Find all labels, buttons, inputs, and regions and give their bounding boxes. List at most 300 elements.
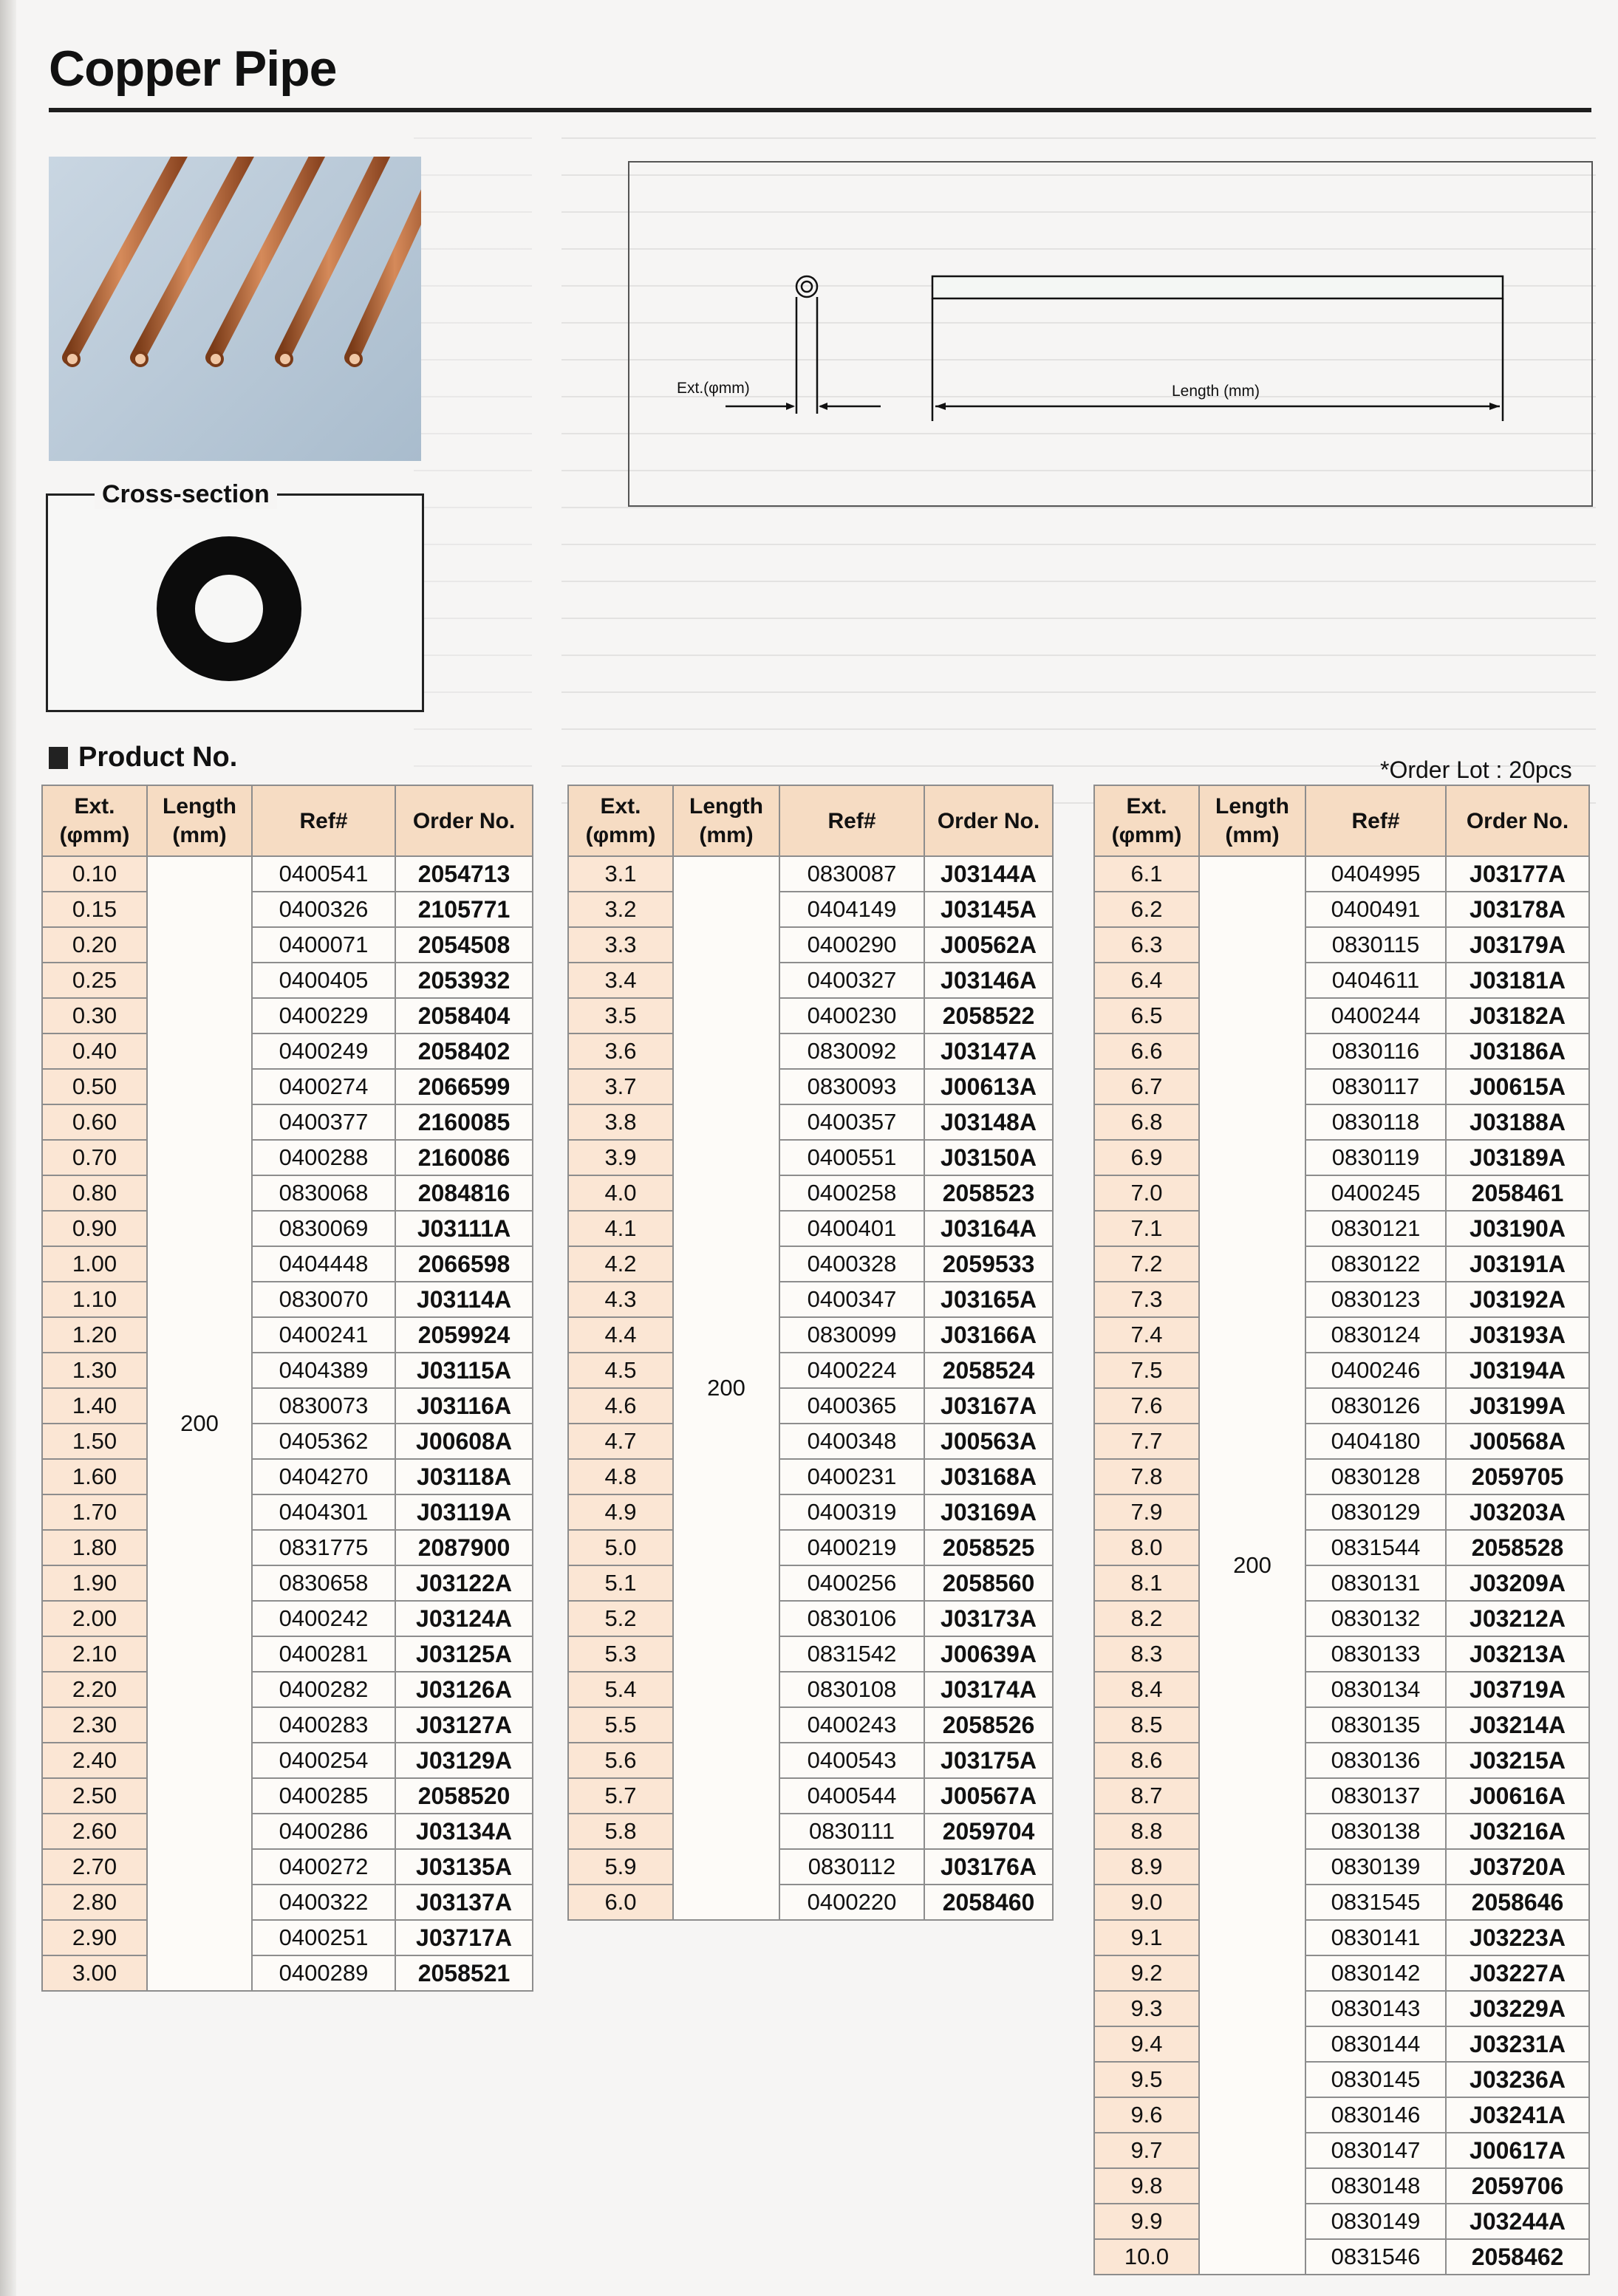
table-row bbox=[42, 1849, 533, 1885]
ext-cell: 0.30 bbox=[42, 998, 147, 1033]
order-number-cell: J03244A bbox=[1446, 2204, 1589, 2239]
ref-cell: 0400327 bbox=[779, 963, 924, 998]
order-number-cell: J03215A bbox=[1446, 1743, 1589, 1778]
order-number-cell: 2058523 bbox=[924, 1175, 1053, 1211]
ref-cell: 0400543 bbox=[779, 1743, 924, 1778]
ref-cell: 0830111 bbox=[779, 1814, 924, 1849]
ref-cell: 0400290 bbox=[779, 927, 924, 963]
ext-cell: 8.6 bbox=[1094, 1743, 1199, 1778]
table-row bbox=[1094, 2204, 1589, 2239]
order-number-cell: J03168A bbox=[924, 1459, 1053, 1494]
ext-cell: 7.9 bbox=[1094, 1494, 1199, 1530]
length-header-line: Length bbox=[1215, 794, 1289, 819]
order-number-cell: J00608A bbox=[395, 1424, 533, 1459]
ref-cell: 0400272 bbox=[252, 1849, 395, 1885]
ext-cell: 1.40 bbox=[42, 1388, 147, 1424]
ref-cell: 0830149 bbox=[1305, 2204, 1446, 2239]
ref-cell: 0400230 bbox=[779, 998, 924, 1033]
length-header-line: Length bbox=[689, 794, 763, 819]
ext-cell: 0.25 bbox=[42, 963, 147, 998]
length-column-header bbox=[1199, 785, 1305, 856]
order-number-cell: J03229A bbox=[1446, 1991, 1589, 2026]
product-table-2 bbox=[567, 785, 1054, 1921]
ref-cell: 0400071 bbox=[252, 927, 395, 963]
ref-cell: 0830148 bbox=[1305, 2168, 1446, 2204]
order-number-cell: J03166A bbox=[924, 1317, 1053, 1353]
order-number-cell: J00639A bbox=[924, 1636, 1053, 1672]
table-row bbox=[42, 1920, 533, 1955]
ext-cell: 9.3 bbox=[1094, 1991, 1199, 2026]
order-number-cell: J03127A bbox=[395, 1707, 533, 1743]
table-row bbox=[1094, 927, 1589, 963]
ref-cell: 0400244 bbox=[1305, 998, 1446, 1033]
copper-pipe-photo bbox=[49, 157, 421, 461]
ref-cell: 0830106 bbox=[779, 1601, 924, 1636]
order-number-cell: J00613A bbox=[924, 1069, 1053, 1104]
ext-cell: 6.5 bbox=[1094, 998, 1199, 1033]
ref-cell: 0831546 bbox=[1305, 2239, 1446, 2275]
table-row bbox=[568, 1317, 1053, 1353]
ref-cell: 0400357 bbox=[779, 1104, 924, 1140]
ext-cell: 9.1 bbox=[1094, 1920, 1199, 1955]
ext-header bbox=[60, 794, 130, 847]
order-number-cell: J03124A bbox=[395, 1601, 533, 1636]
ext-cell: 6.8 bbox=[1094, 1104, 1199, 1140]
ref-cell: 0400286 bbox=[252, 1814, 395, 1849]
ref-cell: 0830121 bbox=[1305, 1211, 1446, 1246]
ref-column-header: Ref# bbox=[1305, 785, 1446, 856]
ext-cell: 6.2 bbox=[1094, 892, 1199, 927]
order-number-cell: J03137A bbox=[395, 1885, 533, 1920]
ext-cell: 9.8 bbox=[1094, 2168, 1199, 2204]
table-row bbox=[568, 1601, 1053, 1636]
ref-cell: 0830143 bbox=[1305, 1991, 1446, 2026]
order-number-cell: 2058404 bbox=[395, 998, 533, 1033]
order-number-cell: 2058522 bbox=[924, 998, 1053, 1033]
table-row bbox=[1094, 1778, 1589, 1814]
table-row bbox=[568, 1707, 1053, 1743]
ext-cell: 0.90 bbox=[42, 1211, 147, 1246]
length-header bbox=[689, 794, 763, 847]
ext-cell: 0.70 bbox=[42, 1140, 147, 1175]
ref-cell: 0400283 bbox=[252, 1707, 395, 1743]
length-dimension-label: Length (mm) bbox=[1172, 383, 1260, 400]
order-number-cell: 2084816 bbox=[395, 1175, 533, 1211]
ref-cell: 0831775 bbox=[252, 1530, 395, 1565]
table-row bbox=[42, 1175, 533, 1211]
table-row bbox=[42, 1636, 533, 1672]
order-number-cell: J00567A bbox=[924, 1778, 1053, 1814]
table-row bbox=[568, 1033, 1053, 1069]
ref-cell: 0400285 bbox=[252, 1778, 395, 1814]
ext-cell: 7.0 bbox=[1094, 1175, 1199, 1211]
ext-cell: 9.6 bbox=[1094, 2097, 1199, 2133]
ext-header-line: Ext. bbox=[600, 794, 641, 819]
table-row bbox=[42, 1282, 533, 1317]
table-row bbox=[42, 1955, 533, 1991]
order-number-cell: J03174A bbox=[924, 1672, 1053, 1707]
ext-cell: 0.20 bbox=[42, 927, 147, 963]
ref-cell: 0830099 bbox=[779, 1317, 924, 1353]
table-row bbox=[568, 1565, 1053, 1601]
ext-cell: 5.4 bbox=[568, 1672, 673, 1707]
order-number-cell: 2058560 bbox=[924, 1565, 1053, 1601]
ref-cell: 0400246 bbox=[1305, 1353, 1446, 1388]
table-row bbox=[42, 1672, 533, 1707]
order-number-cell: J03165A bbox=[924, 1282, 1053, 1317]
table-row bbox=[1094, 1317, 1589, 1353]
ext-cell: 2.40 bbox=[42, 1743, 147, 1778]
order-number-cell: J03125A bbox=[395, 1636, 533, 1672]
ext-header bbox=[586, 794, 656, 847]
table-row bbox=[1094, 2133, 1589, 2168]
table-row bbox=[42, 1246, 533, 1282]
ext-cell: 3.4 bbox=[568, 963, 673, 998]
table-row bbox=[1094, 892, 1589, 927]
order-number-cell: J03194A bbox=[1446, 1353, 1589, 1388]
ext-cell: 6.9 bbox=[1094, 1140, 1199, 1175]
table-row bbox=[42, 963, 533, 998]
table-row bbox=[1094, 1707, 1589, 1743]
table-row bbox=[42, 1778, 533, 1814]
table-row bbox=[42, 1104, 533, 1140]
table-row bbox=[568, 1530, 1053, 1565]
ref-cell: 0400405 bbox=[252, 963, 395, 998]
order-number-cell: J00568A bbox=[1446, 1424, 1589, 1459]
ref-cell: 0831542 bbox=[779, 1636, 924, 1672]
ref-cell: 0830131 bbox=[1305, 1565, 1446, 1601]
ext-cell: 7.4 bbox=[1094, 1317, 1199, 1353]
ext-cell: 6.6 bbox=[1094, 1033, 1199, 1069]
order-number-cell: J03148A bbox=[924, 1104, 1053, 1140]
table-row bbox=[1094, 1636, 1589, 1672]
ext-cell: 9.5 bbox=[1094, 2062, 1199, 2097]
order-number-cell: J03209A bbox=[1446, 1565, 1589, 1601]
ext-cell: 8.9 bbox=[1094, 1849, 1199, 1885]
order-number-cell: J03216A bbox=[1446, 1814, 1589, 1849]
table-row bbox=[568, 1885, 1053, 1920]
length-header-unit: (mm) bbox=[699, 823, 754, 847]
ref-cell: 0830138 bbox=[1305, 1814, 1446, 1849]
ext-cell: 9.4 bbox=[1094, 2026, 1199, 2062]
ref-cell: 0830068 bbox=[252, 1175, 395, 1211]
order-number-cell: J03189A bbox=[1446, 1140, 1589, 1175]
order-number-cell: J03179A bbox=[1446, 927, 1589, 963]
length-header-unit: (mm) bbox=[172, 823, 227, 847]
order-number-cell: 2058526 bbox=[924, 1707, 1053, 1743]
ext-cell: 2.60 bbox=[42, 1814, 147, 1849]
ref-cell: 0830142 bbox=[1305, 1955, 1446, 1991]
ext-cell: 7.5 bbox=[1094, 1353, 1199, 1388]
ref-cell: 0400326 bbox=[252, 892, 395, 927]
table-row bbox=[568, 1104, 1053, 1140]
order-number-cell: J00617A bbox=[1446, 2133, 1589, 2168]
table-row bbox=[42, 1565, 533, 1601]
page-title: Copper Pipe bbox=[49, 41, 337, 97]
ext-header-line: Ext. bbox=[1126, 794, 1167, 819]
ref-cell: 0830117 bbox=[1305, 1069, 1446, 1104]
ext-cell: 3.9 bbox=[568, 1140, 673, 1175]
ref-column-header: Ref# bbox=[252, 785, 395, 856]
ext-cell: 5.2 bbox=[568, 1601, 673, 1636]
order-number-cell: J03122A bbox=[395, 1565, 533, 1601]
order-number-cell: 2058520 bbox=[395, 1778, 533, 1814]
ref-cell: 0830108 bbox=[779, 1672, 924, 1707]
order-number-cell: J03150A bbox=[924, 1140, 1053, 1175]
ext-cell: 3.7 bbox=[568, 1069, 673, 1104]
table-row bbox=[1094, 856, 1589, 892]
order-number-cell: 2059706 bbox=[1446, 2168, 1589, 2204]
ext-cell: 8.5 bbox=[1094, 1707, 1199, 1743]
ext-cell: 4.2 bbox=[568, 1246, 673, 1282]
table-row bbox=[42, 1424, 533, 1459]
ref-cell: 0404448 bbox=[252, 1246, 395, 1282]
order-number-cell: J00615A bbox=[1446, 1069, 1589, 1104]
order-number-cell: J03118A bbox=[395, 1459, 533, 1494]
table-row bbox=[568, 1849, 1053, 1885]
ref-cell: 0400551 bbox=[779, 1140, 924, 1175]
order-number-cell: J03167A bbox=[924, 1388, 1053, 1424]
ext-column-header bbox=[42, 785, 147, 856]
table-row bbox=[42, 1211, 533, 1246]
order-number-cell: 2058646 bbox=[1446, 1885, 1589, 1920]
ref-cell: 0830134 bbox=[1305, 1672, 1446, 1707]
length-header bbox=[163, 794, 236, 847]
ext-cell: 7.6 bbox=[1094, 1388, 1199, 1424]
ref-cell: 0400249 bbox=[252, 1033, 395, 1069]
table-row bbox=[42, 1033, 533, 1069]
order-number-cell: J03720A bbox=[1446, 1849, 1589, 1885]
table-row bbox=[568, 1814, 1053, 1849]
ref-cell: 0400491 bbox=[1305, 892, 1446, 927]
ref-cell: 0830093 bbox=[779, 1069, 924, 1104]
order-number-cell: J03188A bbox=[1446, 1104, 1589, 1140]
order-number-cell: 2054713 bbox=[395, 856, 533, 892]
ext-dimension-label: Ext.(φmm) bbox=[677, 380, 750, 397]
ref-cell: 0830118 bbox=[1305, 1104, 1446, 1140]
ext-cell: 4.8 bbox=[568, 1459, 673, 1494]
order-number-cell: J00562A bbox=[924, 927, 1053, 963]
ref-cell: 0400328 bbox=[779, 1246, 924, 1282]
ext-cell: 0.60 bbox=[42, 1104, 147, 1140]
order-number-cell: 2066598 bbox=[395, 1246, 533, 1282]
product-section-title: Product No. bbox=[78, 742, 238, 773]
ref-cell: 0830128 bbox=[1305, 1459, 1446, 1494]
ref-cell: 0404301 bbox=[252, 1494, 395, 1530]
ref-cell: 0404389 bbox=[252, 1353, 395, 1388]
ext-header-unit: (φmm) bbox=[585, 823, 656, 847]
order-number-cell: 2058525 bbox=[924, 1530, 1053, 1565]
table-row bbox=[42, 1530, 533, 1565]
table-row bbox=[1094, 2239, 1589, 2275]
table-row bbox=[42, 1814, 533, 1849]
order-number-cell: 2105771 bbox=[395, 892, 533, 927]
ref-cell: 0400274 bbox=[252, 1069, 395, 1104]
ext-cell: 8.3 bbox=[1094, 1636, 1199, 1672]
table-row bbox=[568, 1424, 1053, 1459]
ext-cell: 4.6 bbox=[568, 1388, 673, 1424]
ref-cell: 0830129 bbox=[1305, 1494, 1446, 1530]
table-row bbox=[568, 1175, 1053, 1211]
ext-cell: 5.3 bbox=[568, 1636, 673, 1672]
order-number-cell: J03126A bbox=[395, 1672, 533, 1707]
pipe-cross-section-icon bbox=[155, 535, 303, 683]
ext-cell: 8.7 bbox=[1094, 1778, 1199, 1814]
ext-cell: 4.1 bbox=[568, 1211, 673, 1246]
ext-cell: 4.3 bbox=[568, 1282, 673, 1317]
table-row bbox=[1094, 1601, 1589, 1636]
ref-cell: 0830112 bbox=[779, 1849, 924, 1885]
table-row bbox=[1094, 1991, 1589, 2026]
order-number-cell: 2058460 bbox=[924, 1885, 1053, 1920]
ext-cell: 3.6 bbox=[568, 1033, 673, 1069]
order-number-cell: J03175A bbox=[924, 1743, 1053, 1778]
table-row bbox=[1094, 1885, 1589, 1920]
ref-cell: 0400541 bbox=[252, 856, 395, 892]
order-number-cell: J03178A bbox=[1446, 892, 1589, 927]
table-row bbox=[1094, 1246, 1589, 1282]
table-row bbox=[568, 927, 1053, 963]
ref-cell: 0830087 bbox=[779, 856, 924, 892]
ext-cell: 4.7 bbox=[568, 1424, 673, 1459]
table-row bbox=[1094, 1069, 1589, 1104]
ref-cell: 0830116 bbox=[1305, 1033, 1446, 1069]
table-row bbox=[42, 1317, 533, 1353]
ext-cell: 1.30 bbox=[42, 1353, 147, 1388]
ext-cell: 9.2 bbox=[1094, 1955, 1199, 1991]
table-row bbox=[568, 1743, 1053, 1778]
order-number-cell: J03203A bbox=[1446, 1494, 1589, 1530]
ref-cell: 0830147 bbox=[1305, 2133, 1446, 2168]
order-number-cell: 2059533 bbox=[924, 1246, 1053, 1282]
ext-cell: 2.10 bbox=[42, 1636, 147, 1672]
ref-cell: 0830145 bbox=[1305, 2062, 1446, 2097]
ext-cell: 2.20 bbox=[42, 1672, 147, 1707]
table-row bbox=[568, 1459, 1053, 1494]
table-header-row bbox=[42, 785, 533, 856]
table-row bbox=[1094, 2097, 1589, 2133]
ext-cell: 8.0 bbox=[1094, 1530, 1199, 1565]
ext-cell: 3.8 bbox=[568, 1104, 673, 1140]
ext-cell: 1.90 bbox=[42, 1565, 147, 1601]
ext-cell: 8.2 bbox=[1094, 1601, 1199, 1636]
ext-cell: 5.8 bbox=[568, 1814, 673, 1849]
table-row bbox=[42, 1885, 533, 1920]
order-lot-note: *Order Lot : 20pcs bbox=[1380, 756, 1572, 783]
table-row bbox=[568, 1140, 1053, 1175]
ext-cell: 2.50 bbox=[42, 1778, 147, 1814]
order-number-cell: 2058461 bbox=[1446, 1175, 1589, 1211]
order-column-header: Order No. bbox=[395, 785, 533, 856]
ref-cell: 0830070 bbox=[252, 1282, 395, 1317]
order-number-cell: J03223A bbox=[1446, 1920, 1589, 1955]
ref-cell: 0830132 bbox=[1305, 1601, 1446, 1636]
cross-section-label: Cross-section bbox=[95, 480, 277, 509]
page-edge-shadow bbox=[0, 0, 16, 2296]
ext-cell: 6.4 bbox=[1094, 963, 1199, 998]
table-row bbox=[1094, 1530, 1589, 1565]
ref-cell: 0400281 bbox=[252, 1636, 395, 1672]
ext-cell: 1.70 bbox=[42, 1494, 147, 1530]
ref-cell: 0830139 bbox=[1305, 1849, 1446, 1885]
ref-cell: 0830092 bbox=[779, 1033, 924, 1069]
order-number-cell: 2053932 bbox=[395, 963, 533, 998]
table-row bbox=[1094, 1459, 1589, 1494]
ext-cell: 7.8 bbox=[1094, 1459, 1199, 1494]
order-number-cell: J00616A bbox=[1446, 1778, 1589, 1814]
ext-cell: 3.2 bbox=[568, 892, 673, 927]
ext-cell: 9.9 bbox=[1094, 2204, 1199, 2239]
table-row bbox=[1094, 1814, 1589, 1849]
order-number-cell: J03199A bbox=[1446, 1388, 1589, 1424]
ref-cell: 0830119 bbox=[1305, 1140, 1446, 1175]
table-row bbox=[1094, 2062, 1589, 2097]
table-row bbox=[1094, 2026, 1589, 2062]
table-row bbox=[1094, 1211, 1589, 1246]
order-number-cell: J00563A bbox=[924, 1424, 1053, 1459]
square-bullet-icon bbox=[49, 747, 68, 769]
ref-cell: 0400288 bbox=[252, 1140, 395, 1175]
order-number-cell: 2058528 bbox=[1446, 1530, 1589, 1565]
length-cell: 200 bbox=[1199, 856, 1305, 2275]
ext-cell: 0.10 bbox=[42, 856, 147, 892]
order-number-cell: J03145A bbox=[924, 892, 1053, 927]
ext-cell: 2.00 bbox=[42, 1601, 147, 1636]
ext-cell: 1.60 bbox=[42, 1459, 147, 1494]
order-number-cell: J03135A bbox=[395, 1849, 533, 1885]
ref-cell: 0404149 bbox=[779, 892, 924, 927]
ext-cell: 1.50 bbox=[42, 1424, 147, 1459]
product-section-heading bbox=[49, 742, 237, 773]
ext-cell: 7.7 bbox=[1094, 1424, 1199, 1459]
order-number-cell: 2058402 bbox=[395, 1033, 533, 1069]
table-row bbox=[42, 1459, 533, 1494]
order-number-cell: J03193A bbox=[1446, 1317, 1589, 1353]
ext-cell: 5.5 bbox=[568, 1707, 673, 1743]
ext-cell: 6.1 bbox=[1094, 856, 1199, 892]
table-header-row bbox=[568, 785, 1053, 856]
table-row bbox=[568, 1636, 1053, 1672]
ext-cell: 9.0 bbox=[1094, 1885, 1199, 1920]
order-number-cell: J03129A bbox=[395, 1743, 533, 1778]
table-row bbox=[42, 1707, 533, 1743]
order-number-cell: 2087900 bbox=[395, 1530, 533, 1565]
ref-cell: 0400245 bbox=[1305, 1175, 1446, 1211]
ref-cell: 0830124 bbox=[1305, 1317, 1446, 1353]
table-row bbox=[1094, 2168, 1589, 2204]
ext-cell: 8.8 bbox=[1094, 1814, 1199, 1849]
ref-cell: 0400377 bbox=[252, 1104, 395, 1140]
ext-cell: 2.90 bbox=[42, 1920, 147, 1955]
order-number-cell: J03717A bbox=[395, 1920, 533, 1955]
table-row bbox=[1094, 1033, 1589, 1069]
ref-cell: 0831545 bbox=[1305, 1885, 1446, 1920]
ext-cell: 1.20 bbox=[42, 1317, 147, 1353]
ref-cell: 0400365 bbox=[779, 1388, 924, 1424]
ext-cell: 2.30 bbox=[42, 1707, 147, 1743]
order-number-cell: J03116A bbox=[395, 1388, 533, 1424]
table-row bbox=[568, 1353, 1053, 1388]
ref-cell: 0830115 bbox=[1305, 927, 1446, 963]
table-row bbox=[1094, 998, 1589, 1033]
table-row bbox=[568, 1494, 1053, 1530]
ext-cell: 3.1 bbox=[568, 856, 673, 892]
table-row bbox=[42, 1601, 533, 1636]
table-row bbox=[568, 963, 1053, 998]
product-table-1 bbox=[41, 785, 533, 1992]
table-row bbox=[568, 892, 1053, 927]
ext-cell: 6.7 bbox=[1094, 1069, 1199, 1104]
